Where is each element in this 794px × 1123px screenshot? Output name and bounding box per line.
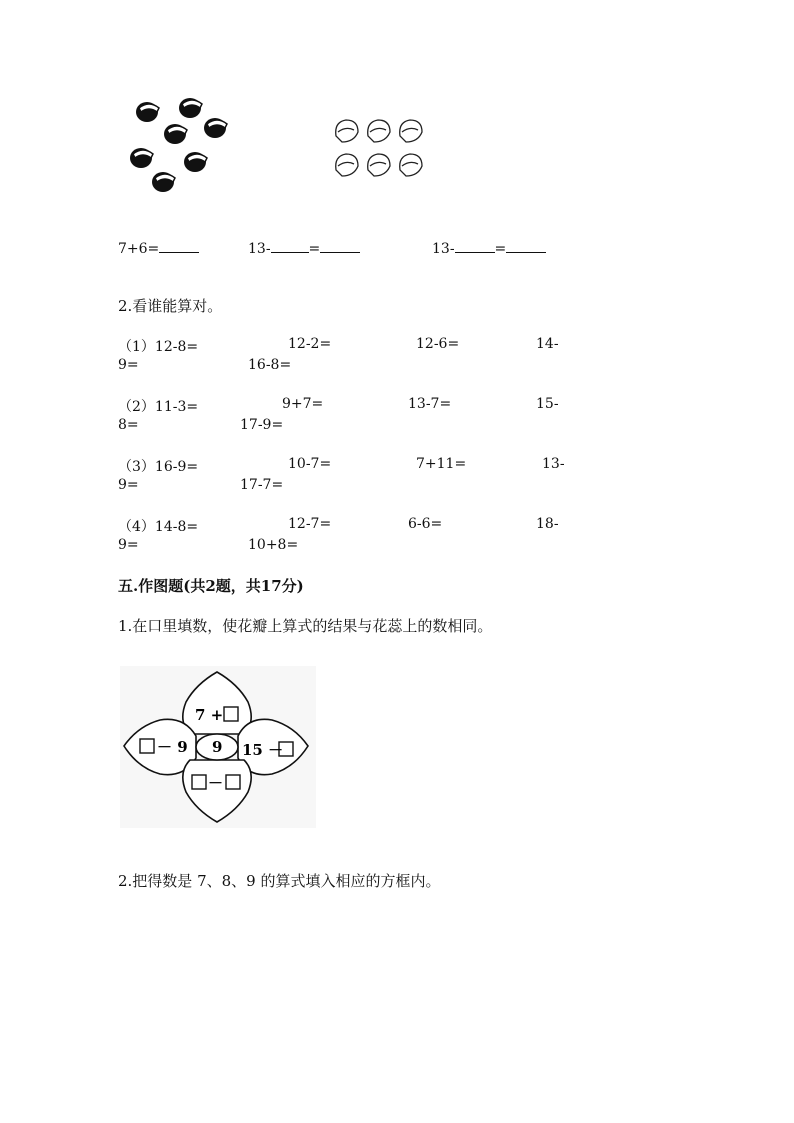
- equation-2: [248, 240, 360, 257]
- answer-box-top[interactable]: [224, 707, 238, 721]
- equals-sign: =: [494, 241, 507, 257]
- left-petal-expression: － 9: [157, 738, 188, 756]
- seed-icon: [136, 102, 159, 122]
- seed-icon: [152, 172, 175, 192]
- outline-seed-group-illustration: [330, 112, 430, 184]
- flower-diagram: [120, 666, 316, 828]
- row-4-item-1: （4）14-8=: [118, 519, 199, 535]
- row-4-wrap-1: 9=: [118, 537, 139, 553]
- section-5-heading: 五.作图题(共2题，共17分): [118, 577, 304, 595]
- row-2-item-4: 15-: [536, 396, 559, 412]
- row-4-item-2: 12-7=: [288, 516, 332, 532]
- row-4-item-3: 6-6=: [408, 516, 443, 532]
- center-number: 9: [212, 738, 223, 756]
- row-4-wrap-2: 10+8=: [248, 537, 299, 553]
- outline-seed-icon: [400, 154, 422, 176]
- seed-icon: [130, 148, 153, 168]
- equation-3: [432, 240, 546, 257]
- seed-icon: [184, 152, 207, 172]
- equals-sign: =: [308, 241, 321, 257]
- section-5-question-1: 1.在口里填数，使花瓣上算式的结果与花蕊上的数相同。: [118, 617, 493, 635]
- equation-1: [118, 240, 199, 257]
- seed-icon: [179, 98, 202, 118]
- row-3-item-3: 7+11=: [416, 456, 467, 472]
- row-2-wrap-2: 17-9=: [240, 417, 284, 433]
- row-3-item-1: （3）16-9=: [118, 459, 199, 475]
- row-3-wrap-2: 17-7=: [240, 477, 284, 493]
- answer-blank[interactable]: [320, 240, 360, 253]
- row-2-item-3: 13-7=: [408, 396, 452, 412]
- right-petal-expression: 15 －: [242, 741, 284, 759]
- answer-box-bottom-1[interactable]: [192, 775, 206, 789]
- row-2-item-1: （2）11-3=: [118, 399, 199, 415]
- equation-text: 13-: [248, 241, 271, 257]
- outline-seed-icon: [336, 120, 358, 142]
- row-3-item-4: 13-: [542, 456, 565, 472]
- answer-blank[interactable]: [159, 240, 199, 253]
- row-1-item-1: （1）12-8=: [118, 339, 199, 355]
- row-3-wrap-1: 9=: [118, 477, 139, 493]
- answer-blank[interactable]: [506, 240, 546, 253]
- section-5-question-2: 2.把得数是 7、8、9 的算式填入相应的方框内。: [118, 872, 441, 890]
- seed-icon: [204, 118, 227, 138]
- answer-box-bottom-2[interactable]: [226, 775, 240, 789]
- row-1-wrap-1: 9=: [118, 357, 139, 373]
- outline-seed-icon: [336, 154, 358, 176]
- equation-text: 7+6=: [118, 241, 160, 257]
- seed-icon: [164, 124, 187, 144]
- outline-seed-icon: [368, 154, 390, 176]
- bottom-petal-expression: －: [208, 774, 224, 792]
- question-2-title: 2.看谁能算对。: [118, 297, 223, 315]
- row-4-item-4: 18-: [536, 516, 559, 532]
- outline-seed-icon: [400, 120, 422, 142]
- outline-seed-icon: [368, 120, 390, 142]
- answer-box-left[interactable]: [140, 739, 154, 753]
- row-1-item-4: 14-: [536, 336, 559, 352]
- answer-blank[interactable]: [455, 240, 495, 253]
- row-2-wrap-1: 8=: [118, 417, 139, 433]
- row-2-item-2: 9+7=: [282, 396, 324, 412]
- row-1-item-2: 12-2=: [288, 336, 332, 352]
- equation-text: 13-: [432, 241, 455, 257]
- row-1-item-3: 12-6=: [416, 336, 460, 352]
- top-petal-expression: 7 +: [195, 706, 224, 724]
- row-3-item-2: 10-7=: [288, 456, 332, 472]
- answer-blank[interactable]: [271, 240, 309, 253]
- seed-group-illustration: [125, 90, 240, 200]
- row-1-wrap-2: 16-8=: [248, 357, 292, 373]
